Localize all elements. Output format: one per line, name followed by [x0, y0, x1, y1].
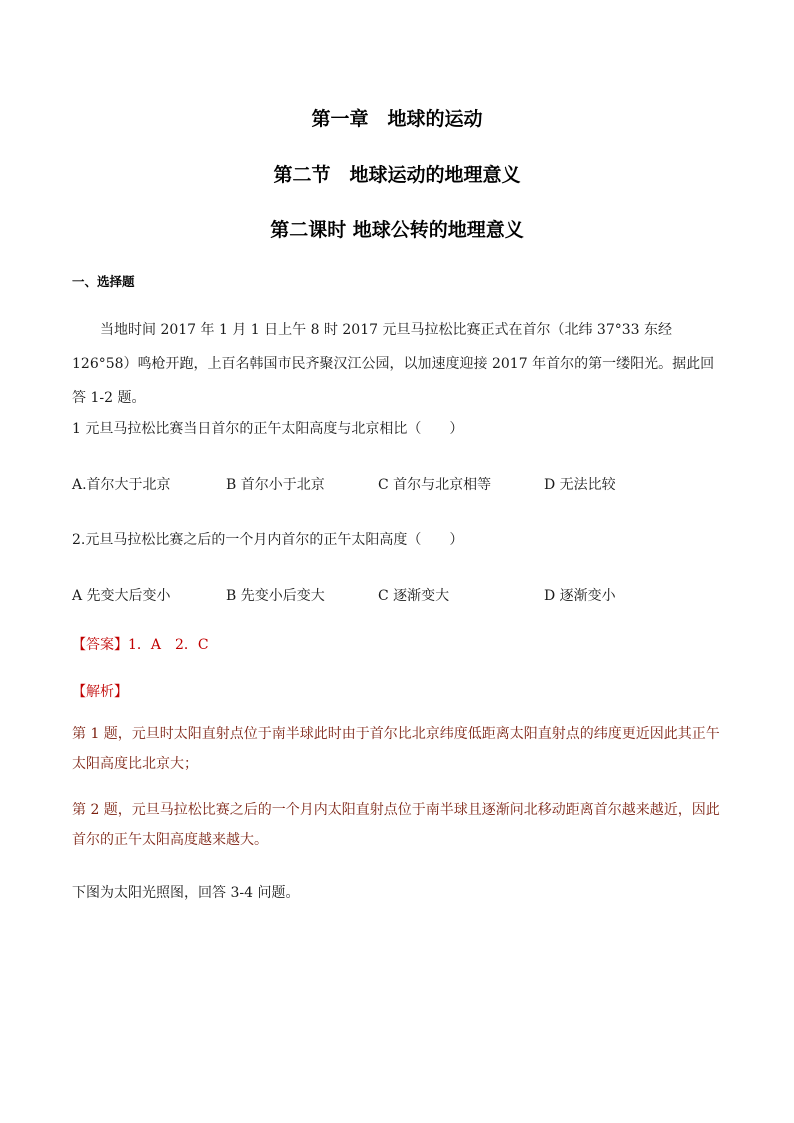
- section-title: 第二节 地球运动的地理意义: [273, 164, 521, 186]
- question-2-options: [72, 585, 732, 605]
- chapter-title: 第一章 地球的运动: [311, 108, 483, 130]
- question-1-stem: 1 元旦马拉松比赛当日首尔的正午太阳高度与北京相比（ ）: [72, 421, 464, 437]
- analysis-heading: 【解析】: [72, 684, 128, 700]
- q1-option-a: A.首尔大于北京: [72, 477, 171, 493]
- q1-option-d: D 无法比较: [544, 477, 616, 493]
- section-heading: 一、选择题: [72, 274, 135, 289]
- q2-option-d: D 逐渐变小: [544, 588, 616, 604]
- q2-option-a: A 先变大后变小: [72, 588, 171, 604]
- intro-paragraph: 当地时间 2017 年 1 月 1 日上午 8 时 2017 元旦马拉松比赛正式在首尔（北纬 37°33 东经 126°58）鸣枪开跑，上百名韩国市民齐聚汉江公园，以加速度迎接 2017 年首尔的第一缕阳光。据此回答 1-2 题。: [72, 322, 715, 406]
- q1-option-b: B 首尔小于北京: [226, 477, 325, 493]
- q1-option-c: C 首尔与北京相等: [378, 477, 492, 493]
- question-2-stem: 2.元旦马拉松比赛之后的一个月内首尔的正午太阳高度（ ）: [72, 532, 464, 548]
- analysis-paragraph-1: 第 1 题，元旦时太阳直射点位于南半球此时由于首尔比北京纬度低距离太阳直射点的纬度更近因此其正午太阳高度比北京大；: [72, 726, 720, 772]
- q2-option-b: B 先变小后变大: [226, 588, 325, 604]
- q2-option-c: C 逐渐变大: [378, 588, 450, 604]
- lesson-title: 第二课时 地球公转的地理意义: [270, 219, 524, 241]
- answer-line: 【答案】1．A 2．C: [72, 637, 209, 653]
- question-1-options: [72, 474, 732, 494]
- next-question-prompt: 下图为太阳光照图，回答 3-4 问题。: [72, 885, 300, 901]
- analysis-paragraph-2: 第 2 题，元旦马拉松比赛之后的一个月内太阳直射点位于南半球且逐渐问北移动距离首尔越来越近，因此首尔的正午太阳高度越来越大。: [72, 802, 720, 848]
